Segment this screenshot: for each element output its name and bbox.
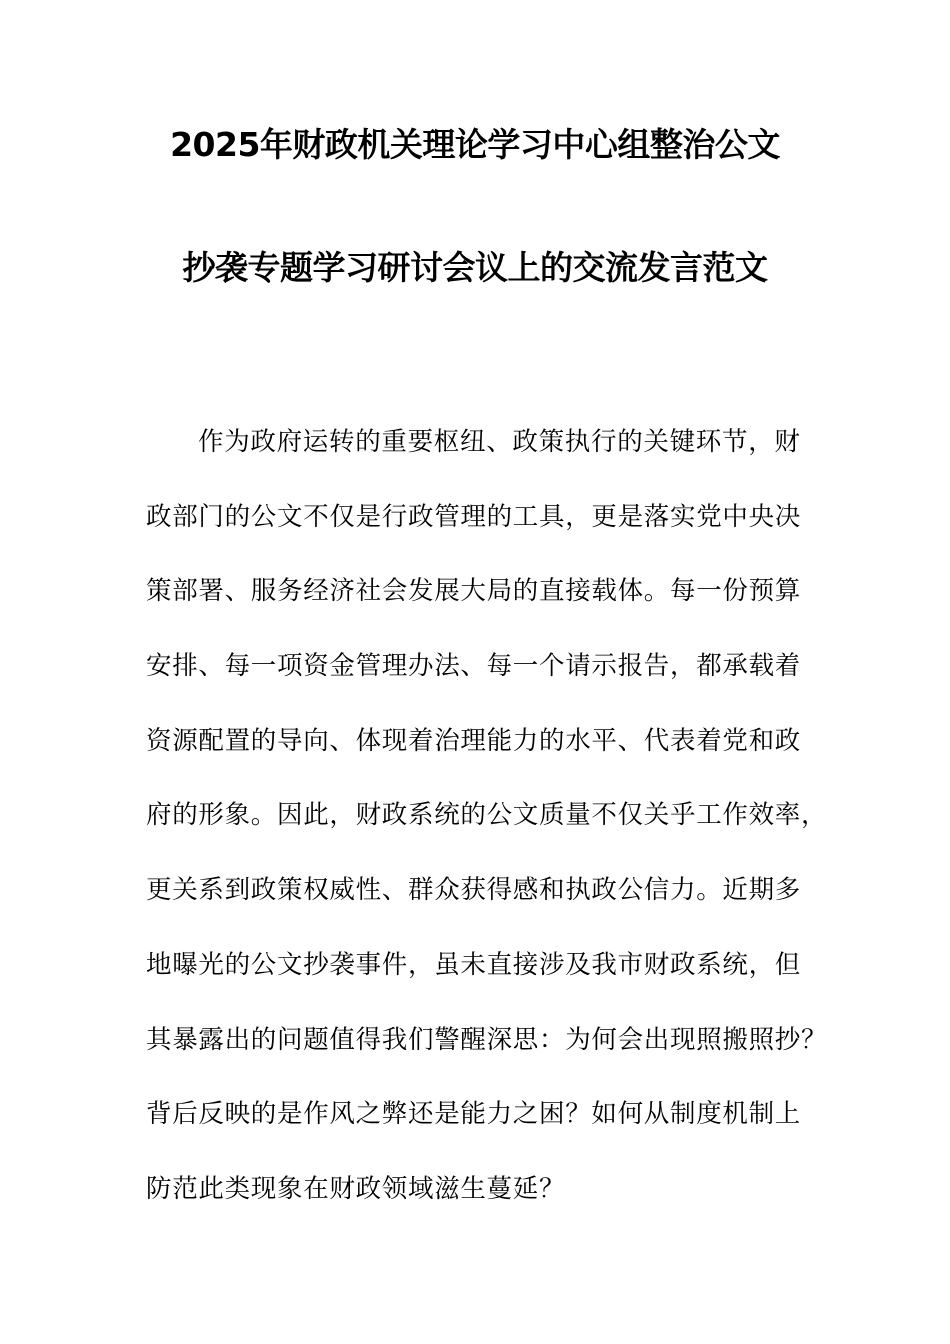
document-title-line-1: 2025年财政机关理论学习中心组整治公文 [170,125,780,164]
paragraph-line: 作为政府运转的重要枢纽、政策执行的关键环节，财 [198,427,801,457]
paragraph-line: 更关系到政策权威性、群众获得感和执政公信力。近期多 [146,875,802,906]
paragraph-line: 防范此类现象在财政领域滋生蔓延？ [146,1173,566,1204]
paragraph-line: 资源配置的导向、体现着治理能力的水平、代表着党和政 [146,725,802,756]
body-paragraph [146,405,826,1227]
paragraph-line: 背后反映的是作风之弊还是能力之困？如何从制度机制上 [146,1099,802,1130]
paragraph-line: 政部门的公文不仅是行政管理的工具，更是落实党中央决 [146,501,802,532]
paragraph-line: 策部署、服务经济社会发展大局的直接载体。每一份预算 [146,576,802,607]
document-title-line-2: 抄袭专题学习研讨会议上的交流发言范文 [182,248,768,287]
paragraph-line: 地曝光的公文抄袭事件，虽未直接涉及我市财政系统，但 [146,949,802,980]
paragraph-line: 安排、每一项资金管理办法、每一个请示报告，都承载着 [146,651,802,682]
paragraph-line: 府的形象。因此，财政系统的公文质量不仅关乎工作效率， [146,800,828,831]
paragraph-line: 其暴露出的问题值得我们警醒深思：为何会出现照搬照抄？ [146,1024,828,1055]
